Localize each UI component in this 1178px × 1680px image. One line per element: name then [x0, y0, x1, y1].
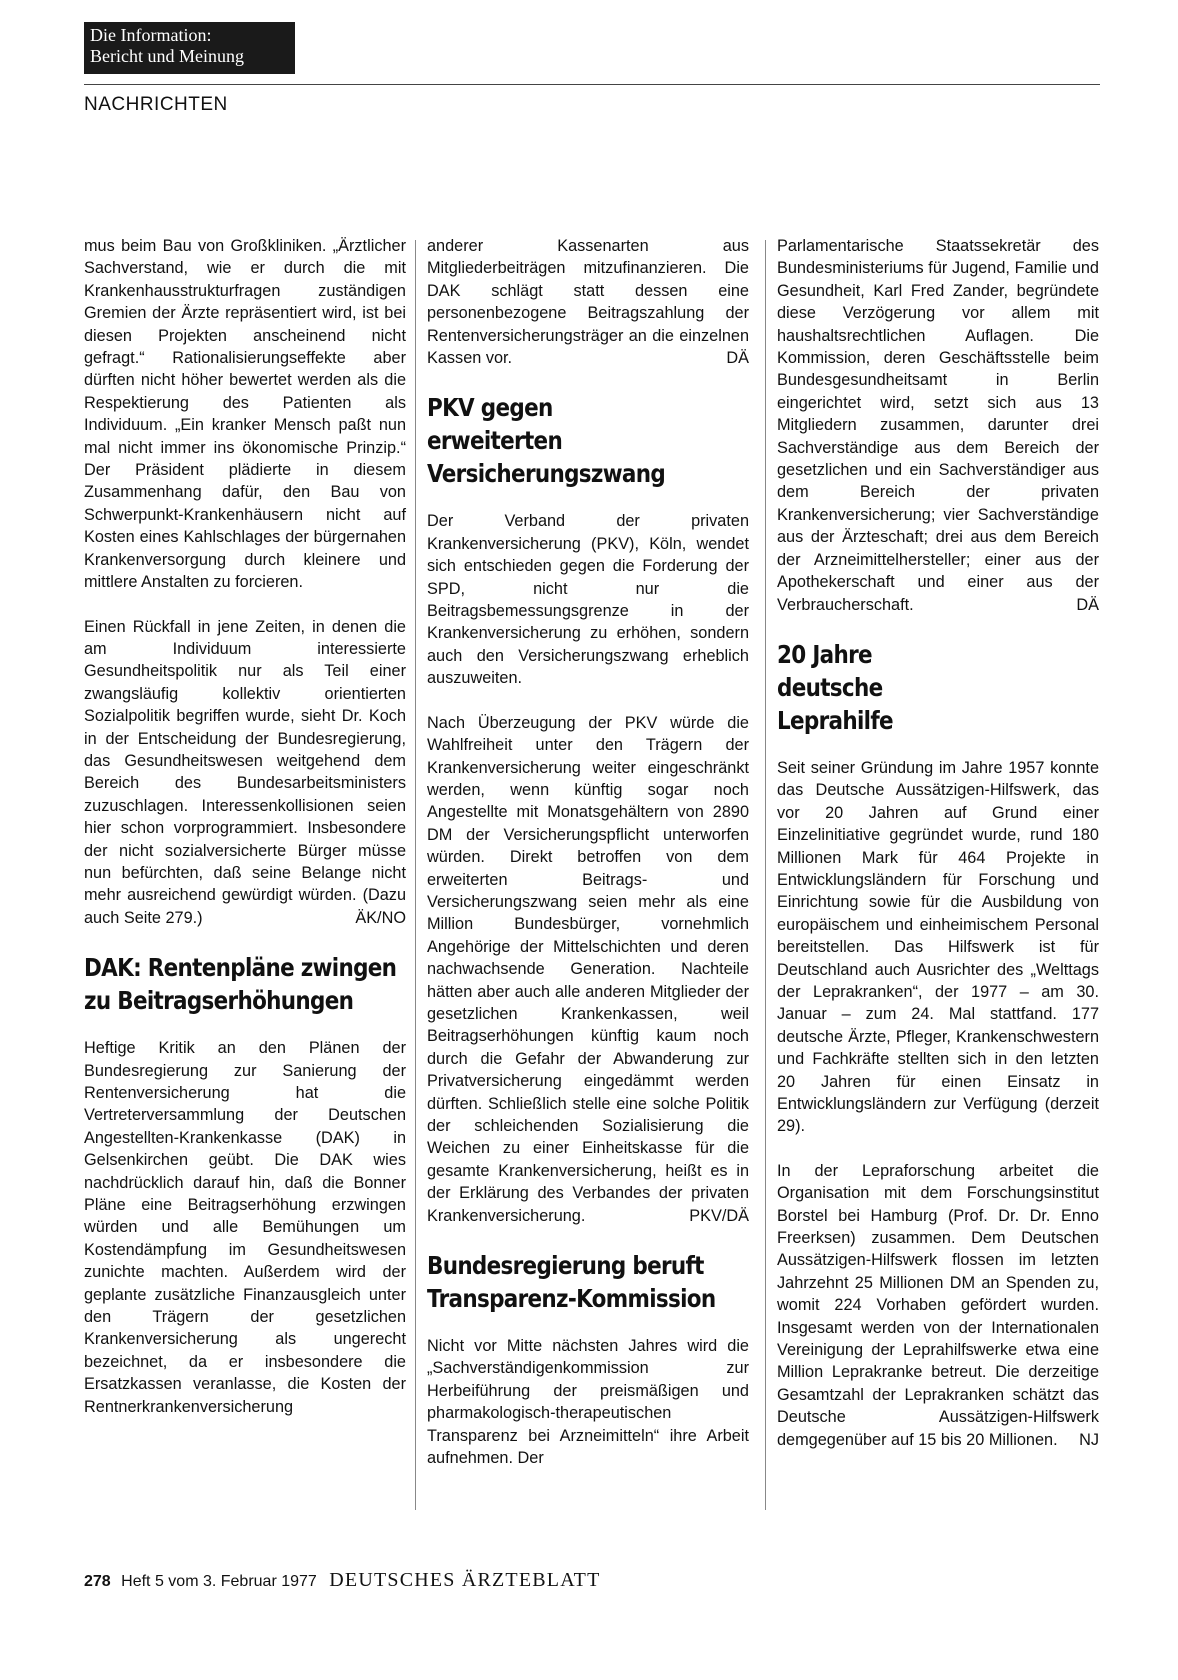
page-footer — [84, 1569, 600, 1592]
journal-title: DEUTSCHES ÄRZTEBLATT — [329, 1569, 601, 1591]
paragraph: Der Verband der privaten Krankenversicherung (PKV), Köln, wendet sich entschieden gegen die Forderung der SPD, nicht nur die Beitragsbemessungsgrenze in der Krankenversicherung zu erhöhen, sondern auch den Versicherungszwang erheblich auszuweiten. — [427, 512, 749, 688]
column-3 — [777, 235, 1099, 1473]
paragraph-text: Nach Überzeugung der PKV würde die Wahlfreiheit unter den Trägern der Krankenversicherung weiter eingeschränkt werden, wenn künftig sogar noch Angestellte mit Monatsgehältern von 2890 DM der Versicherungspflicht unterworfen würden. Direkt betroffen von dem erweiterten Beitrags- und Versicherungszwang seien mehr als eine Million Bundesbürger, vornehmlich Angehörige der Mittelschichten und deren nachwachsende Generation. Nachteile hätten aber auch alle anderen Mitglieder der gesetzlichen Krankenkassen, weil Beitragserhöhungen künftig kaum noch durch die Gefahr der Abwanderung zur Privatversicherung eingedämmt werden dürften. Schließlich stelle eine solche Politik der schleichenden Sozialisierung die Weichen zu einer Einheitskasse für die gesamte Krankenversicherung, heißt es in der Erklärung des Verbandes der privaten Krankenversicherung. — [427, 713, 749, 1225]
paragraph: Heftige Kritik an den Plänen der Bundesregierung zur Sanierung der Rentenversicherung hat die Vertreterversammlung der Deutschen Angestellten-Krankenkasse (DAK) in Gelsenkirchen geübt. Die DAK wies nachdrücklich darauf hin, daß die Bonner Pläne eine Beitragserhöhung erzwingen würden und alle Bemühungen um Kostendämpfung im Gesundheitswesen zunichte machten. Außerdem wird der geplante zusätzliche Finanzausgleich unter den Trägern der gesetzlichen Krankenversicherung als ungerecht bezeichnet, da er insbesondere die Ersatzkassen veranlasse, die Kosten der Rentnerkrankenversicherung — [84, 1039, 406, 1416]
column-2 — [427, 235, 749, 1491]
paragraph: mus beim Bau von Großkliniken. „Ärztlicher Sachverstand, wie er durch die mit Krankenhausstrukturfragen zuständigen Gremien der Ärzte repräsentiert wird, ist bei diesen Projekten anscheinend nicht gefragt.“ Rationalisierungseffekte aber dürften nicht höher bewertet werden als die Respektierung des Patienten als Individuum. „Ein kranker Mensch paßt nun mal nicht immer ins ökonomische Prinzip.“ Der Präsident plädierte in diesem Zusammenhang dafür, den Bau von Schwerpunkt-Krankenhäusern nicht auf Kosten eines Kahlschlages der bürgernahen Krankenversorgung durch kleinere und mittlere Anstalten zu forcieren. — [84, 237, 406, 592]
paragraph: Nicht vor Mitte nächsten Jahres wird die „Sachverständigenkommission zur Herbeiführung der preismäßigen und pharmakologisch-therapeutischen Transparenz bei Arzneimitteln“ ihre Arbeit aufnehmen. Der — [427, 1337, 749, 1468]
page-number: 278 — [84, 1573, 111, 1590]
paragraph-text: Einen Rückfall in jene Zeiten, in denen die am Individuum interessierte Gesundheitspolitik nur als Teil einer zwangsläufig kollektiv orientierten Sozialpolitik begriffen wurde, sieht Dr. Koch in der Entscheidung der Bundesregierung, das Gesundheitswesen weitgehend dem Bereich des Bundesarbeitsministers zuzuschlagen. Interessenkollisionen seien hier schon vorprogrammiert. Insbesondere der nicht sozialversicherte Bürger müsse nun befürchten, daß seine Belange nicht mehr ausreichend gewürdigt würden. (Dazu auch Seite 279.) — [84, 617, 406, 927]
issue-info: Heft 5 vom 3. Februar 1977 — [121, 1573, 317, 1590]
masthead — [84, 22, 295, 74]
paragraph — [84, 616, 406, 930]
masthead-line-2: Bericht und Meinung — [90, 46, 244, 66]
author-signature: DÄ — [1076, 595, 1099, 614]
headline-leprahilfe: 20 Jahre deutsche Leprahilfe — [777, 639, 893, 735]
author-signature: ÄK/NO — [355, 908, 406, 927]
author-signature: DÄ — [726, 349, 749, 368]
paragraph: Seit seiner Gründung im Jahre 1957 konnte das Deutsche Aussätzigen-Hilfswerk, das vor 20 Jahren auf Grund einer Einzelinitiative gegründet wurde, rund 180 Millionen Mark für 464 Projekte in Entwicklungsländern für Forschung und Einrichtung sowie für die Ausbildung von europäischem und einheimischem Personal bereitstellen. Das Hilfswerk ist für Deutschland auch Ausrichter des „Welttags der Leprakranken“, der 1977 – am 30. Januar – zum 24. Mal stattfand. 177 deutsche Ärzte, Pfleger, Krankenschwestern und Fachkräfte stellten sich in den letzten 20 Jahren für einen Einsatz in Entwicklungsländern zur Verfügung (derzeit 29). — [777, 758, 1099, 1136]
headline-pkv: PKV gegen erweiterten Versicherungszwang — [427, 393, 666, 489]
paragraph-text: Parlamentarische Staatssekretär des Bundesministeriums für Jugend, Familie und Gesundheit, Karl Fred Zander, begründete diese Verzögerung vor allem mit haushaltsrechtlichen Auflagen. Die Kommission, deren Geschäftsstelle beim Bundesgesundheitsamt in Berlin eingerichtet wird, setzt sich aus 13 Mitgliedern zusammen, darunter drei Sachverständige aus dem Bereich der gesetzlichen und ein Sachverständiger aus dem Bereich der privaten Krankenversicherung; vier Sachverständige aus der Ärzteschaft; drei aus dem Bereich der Arzneimittelhersteller; einer aus der Apothekerschaft und einer aus der Verbraucherschaft. — [777, 237, 1099, 614]
paragraph — [777, 235, 1099, 616]
section-label: NACHRICHTEN — [84, 94, 228, 115]
headline-dak: DAK: Rentenpläne zwingen zu Beitragserhöhungen — [84, 953, 397, 1016]
header-rule — [84, 84, 1100, 85]
column-divider — [765, 240, 766, 1510]
author-signature: NJ — [1079, 1430, 1099, 1449]
headline-bundesregierung: Bundesregierung beruft Transparenz-Kommission — [427, 1251, 716, 1314]
paragraph-text: In der Lepraforschung arbeitet die Organisation mit dem Forschungsinstitut Borstel bei Hamburg (Prof. Dr. Dr. Enno Freerksen) zusammen. Dem Deutschen Aussätzigen-Hilfswerk flossen im letzten Jahrzehnt 25 Millionen DM an Spenden zu, womit 224 Vorhaben gefördert wurden. Insgesamt werden von der Internationalen Vereinigung der Leprahilfswerke etwa eine Million Leprakranke betreut. Die derzeitige Gesamtzahl der Leprakranken schätzt das Deutsche Aussätzigen-Hilfswerk demgegenüber auf 15 bis 20 Millionen. — [777, 1161, 1099, 1449]
paragraph — [427, 712, 749, 1227]
author-signature: PKV/DÄ — [689, 1206, 749, 1225]
column-1 — [84, 235, 406, 1440]
paragraph-text: anderer Kassenarten aus Mitgliederbeiträgen mitzufinanzieren. Die DAK schlägt statt dessen eine personenbezogene Beitragszahlung der Rentenversicherungsträger an die einzelnen Kassen vor. — [427, 237, 749, 368]
paragraph — [427, 235, 749, 369]
paragraph — [777, 1160, 1099, 1451]
masthead-line-1: Die Information: — [90, 25, 212, 45]
column-divider — [415, 240, 416, 1510]
